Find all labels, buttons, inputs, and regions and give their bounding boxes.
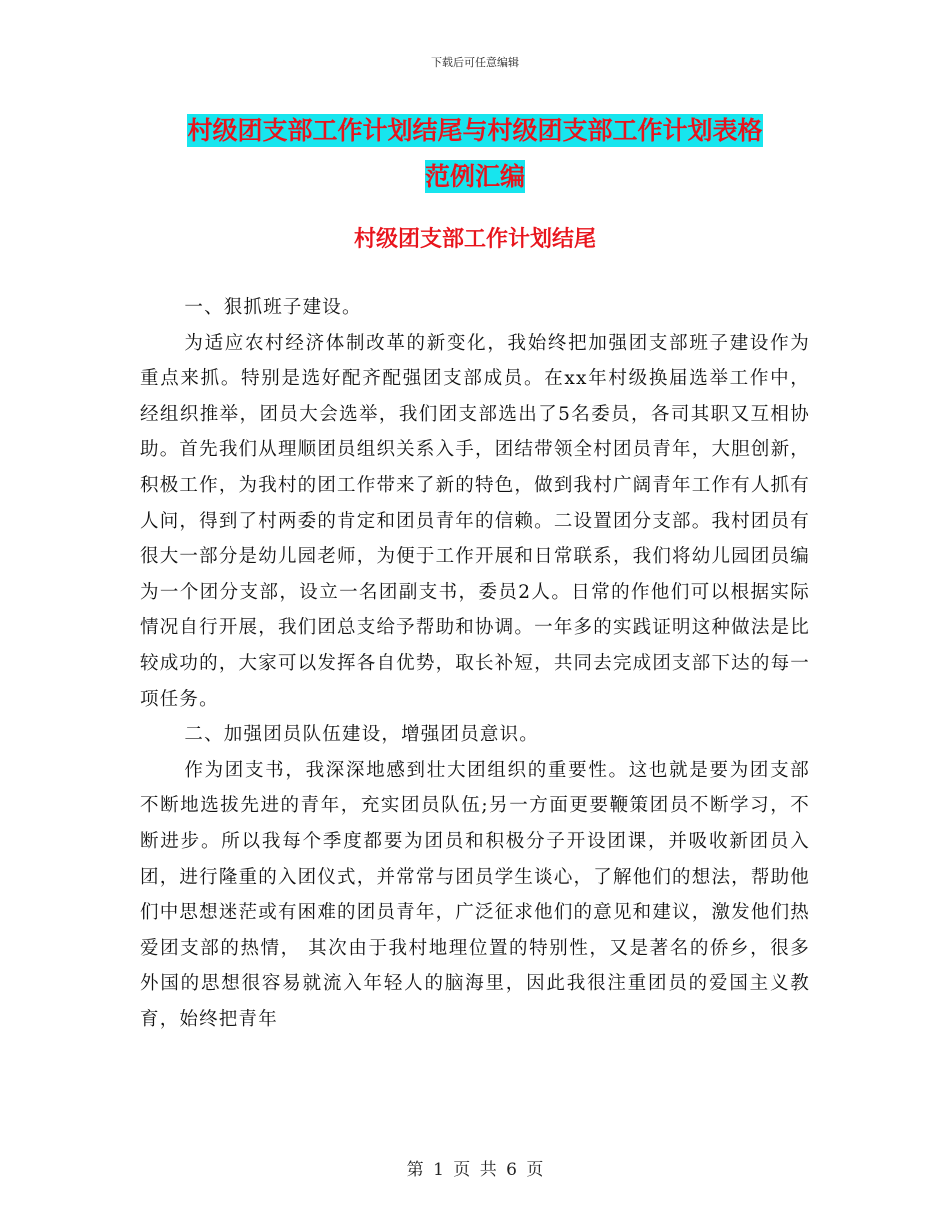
document-title	[140, 108, 810, 200]
document-body	[140, 290, 810, 1037]
paragraph: 作为团支书，我深深地感到壮大团组织的重要性。这也就是要为团支部不断地选拔先进的青年，充实团员队伍;另一方面更要鞭策团员不断学习，不断进步。所以我每个季度都要为团员和积极分子开设团课，并吸收新团员入团，进行隆重的入团仪式，并常常与团员学生谈心，了解他们的想法，帮助他们中思想迷茫或有困难的团员青年，广泛征求他们的意见和建议，激发他们热爱团支部的热情， 其次由于我村地理位置的特别性，又是著名的侨乡，很多外国的思想很容易就流入年轻人的脑海里，因此我很注重团员的爱国主义教育，始终把青年	[140, 759, 810, 1030]
paragraph: 为适应农村经济体制改革的新变化，我始终把加强团支部班子建设作为重点来抓。特别是选好配齐配强团支部成员。在xx年村级换届选举工作中，经组织推举，团员大会选举，我们团支部选出了5名委员，各司其职又互相协助。首先我们从理顺团员组织关系入手，团结带领全村团员青年，大胆创新，积极工作，为我村的团工作带来了新的特色，做到我村广阔青年工作有人抓有人问，得到了村两委的肯定和团员青年的信赖。二设置团分支部。我村团员有很大一部分是幼儿园老师，为便于工作开展和日常联系，我们将幼儿园团员编为一个团分支部，设立一名团副支书，委员2人。日常的作他们可以根据实际情况自行开展，我们团总支给予帮助和协调。一年多的实践证明这种做法是比较成功的，大家可以发挥各自优势，取长补短，共同去完成团支部下达的每一项任务。	[140, 332, 810, 710]
title-line-2: 范例汇编	[424, 162, 525, 191]
paragraph: 一、狠抓班子建设。	[184, 297, 362, 318]
paragraph: 二、加强团员队伍建设，增强团员意识。	[184, 724, 539, 746]
page-number-footer: 第 1 页 共 6 页	[406, 1160, 544, 1180]
title-line-1: 村级团支部工作计划结尾与村级团支部工作计划表格	[187, 116, 763, 145]
section-title: 村级团支部工作计划结尾	[353, 227, 596, 252]
header-note: 下载后可任意编辑	[431, 56, 519, 69]
